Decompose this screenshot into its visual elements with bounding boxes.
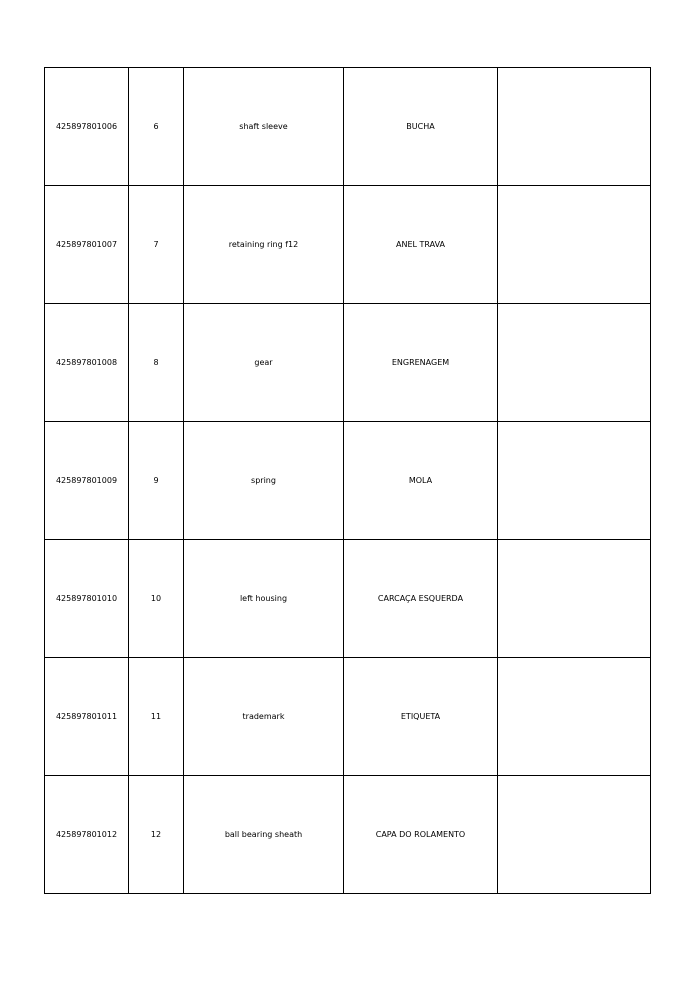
description-pt-cell: BUCHA [344,68,498,186]
notes-cell [498,68,651,186]
notes-cell [498,540,651,658]
part-code-cell: 425897801009 [45,422,129,540]
description-en-cell: left housing [184,540,344,658]
parts-table [44,67,651,894]
table-row [45,186,651,304]
description-en-cell: retaining ring f12 [184,186,344,304]
description-pt-cell: CAPA DO ROLAMENTO [344,776,498,894]
notes-cell [498,304,651,422]
table-row [45,540,651,658]
description-en-cell: gear [184,304,344,422]
part-code-cell: 425897801011 [45,658,129,776]
notes-cell [498,658,651,776]
description-pt-cell: MOLA [344,422,498,540]
description-en-cell: spring [184,422,344,540]
description-en-cell: shaft sleeve [184,68,344,186]
notes-cell [498,422,651,540]
part-code-cell: 425897801008 [45,304,129,422]
part-code-cell: 425897801006 [45,68,129,186]
part-code-cell: 425897801010 [45,540,129,658]
item-number-cell: 10 [129,540,184,658]
description-pt-cell: ANEL TRAVA [344,186,498,304]
notes-cell [498,186,651,304]
notes-cell [498,776,651,894]
description-pt-cell: ENGRENAGEM [344,304,498,422]
item-number-cell: 12 [129,776,184,894]
table-row [45,776,651,894]
description-en-cell: trademark [184,658,344,776]
item-number-cell: 6 [129,68,184,186]
description-pt-cell: CARCAÇA ESQUERDA [344,540,498,658]
table-row [45,658,651,776]
table-row [45,68,651,186]
item-number-cell: 11 [129,658,184,776]
table-row [45,304,651,422]
part-code-cell: 425897801007 [45,186,129,304]
part-code-cell: 425897801012 [45,776,129,894]
item-number-cell: 9 [129,422,184,540]
description-en-cell: ball bearing sheath [184,776,344,894]
item-number-cell: 7 [129,186,184,304]
table-row [45,422,651,540]
description-pt-cell: ETIQUETA [344,658,498,776]
item-number-cell: 8 [129,304,184,422]
